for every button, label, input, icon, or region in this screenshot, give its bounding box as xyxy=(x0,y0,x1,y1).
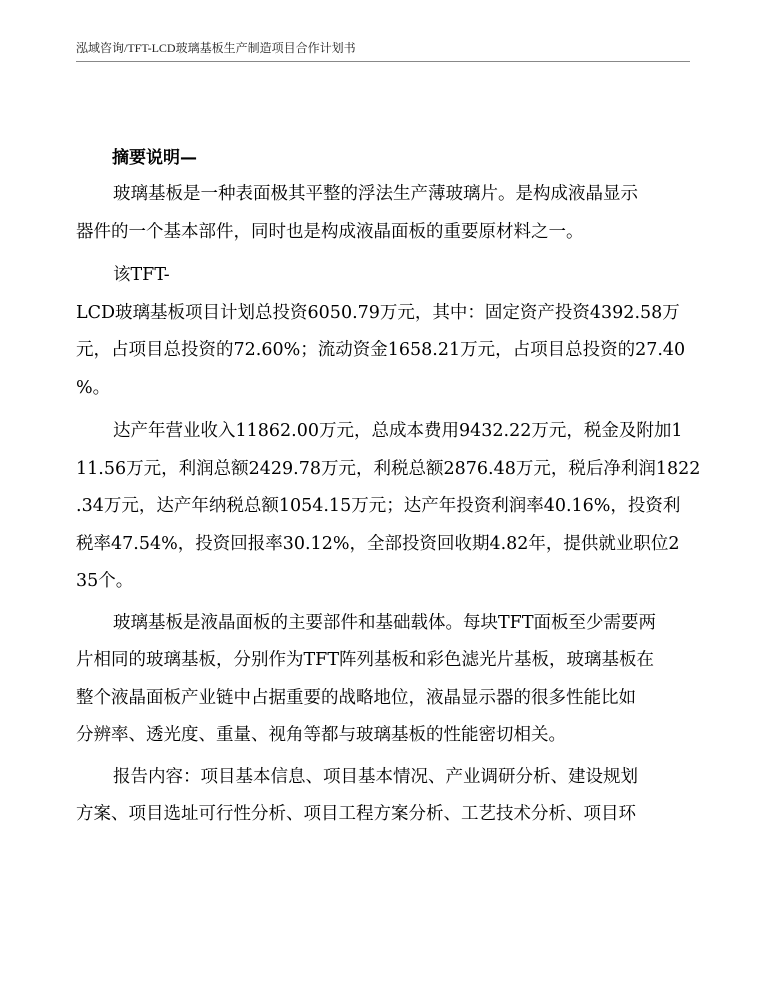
text-line: 方案、项目选址可行性分析、项目工程方案分析、工艺技术分析、项目环 xyxy=(76,804,636,824)
paragraph-investment xyxy=(76,257,690,407)
paragraph-glass-substrate xyxy=(76,605,690,755)
summary-section xyxy=(76,140,701,834)
header-divider xyxy=(76,61,690,62)
text-line: 报告内容：项目基本信息、项目基本情况、产业调研分析、建设规划 xyxy=(113,766,638,787)
text-line: .34万元，达产年纳税总额1054.15万元；达产年投资利润率40.16%，投资利 xyxy=(76,496,681,516)
paragraph-revenue xyxy=(76,413,701,601)
text-line: 35个。 xyxy=(76,571,134,591)
text-line: 玻璃基板是液晶面板的主要部件和基础载体。每块TFT面板至少需要两 xyxy=(113,612,656,633)
text-line: LCD玻璃基板项目计划总投资6050.79万元，其中：固定资产投资4392.58万 xyxy=(76,302,680,323)
text-line: 分辨率、透光度、重量、视角等都与玻璃基板的性能密切相关。 xyxy=(76,725,566,745)
text-line: 11.56万元，利润总额2429.78万元，利税总额2876.48万元，税后净利润1822 xyxy=(76,458,701,479)
text-line: 整个液晶面板产业链中占据重要的战略地位，液晶显示器的很多性能比如 xyxy=(76,687,636,708)
text-line: 税率47.54%，投资回报率30.12%，全部投资回收期4.82年，提供就业职位2 xyxy=(76,533,680,554)
text-line: 该TFT- xyxy=(113,265,170,285)
text-line: 元，占项目总投资的72.60%；流动资金1658.21万元，占项目总投资的27.40 xyxy=(76,340,686,360)
running-header: 泓域咨询/TFT-LCD玻璃基板生产制造项目合作计划书 xyxy=(76,41,356,55)
text-line: 玻璃基板是一种表面极其平整的浮法生产薄玻璃片。是构成液晶显示 xyxy=(113,184,638,204)
paragraph-report-contents xyxy=(76,759,690,834)
text-line: %。 xyxy=(76,377,111,398)
text-line: 片相同的玻璃基板，分别作为TFT阵列基板和彩色滤光片基板，玻璃基板在 xyxy=(76,650,654,670)
paragraph-intro xyxy=(76,176,690,251)
section-heading: 摘要说明— xyxy=(112,148,197,168)
text-line: 器件的一个基本部件，同时也是构成液晶面板的重要原材料之一。 xyxy=(76,221,584,242)
text-line: 达产年营业收入11862.00万元，总成本费用9432.22万元，税金及附加1 xyxy=(113,421,683,441)
